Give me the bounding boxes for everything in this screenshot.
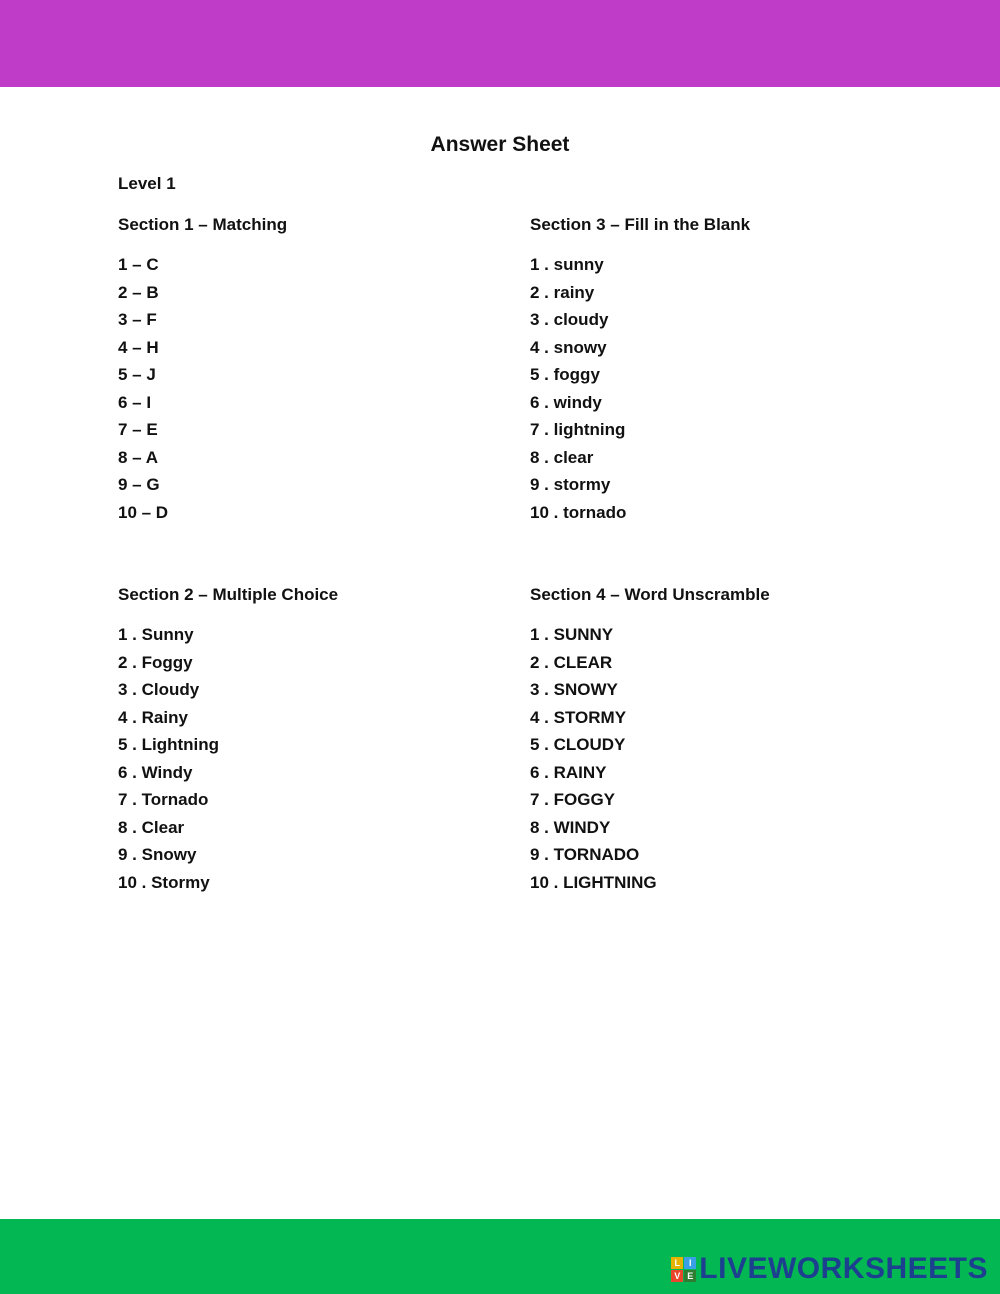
brand-wordmark: LIVEWORKSHEETS bbox=[699, 1252, 988, 1285]
answer-item: 9 – G bbox=[118, 475, 160, 494]
answer-item: 3 . cloudy bbox=[530, 310, 609, 329]
answer-item: 2 . Foggy bbox=[118, 652, 193, 672]
answer-item: 10 . LIGHTNING bbox=[530, 872, 657, 892]
answer-item: 7 – E bbox=[118, 420, 158, 439]
section-2-multiple-choice bbox=[118, 584, 498, 899]
answer-item: 7 . FOGGY bbox=[530, 790, 616, 809]
logo-tile: I bbox=[684, 1257, 696, 1269]
section-title: Section 4 – Word Unscramble bbox=[530, 585, 770, 604]
answer-item: 8 – A bbox=[118, 447, 159, 467]
answer-item: 2 . rainy bbox=[530, 282, 595, 302]
answer-item: 10 . tornado bbox=[530, 502, 627, 522]
section-title: Section 3 – Fill in the Blank bbox=[530, 215, 751, 234]
answer-item: 9 . Snowy bbox=[118, 845, 197, 864]
answer-item: 8 . WINDY bbox=[530, 817, 611, 837]
answer-item: 5 . CLOUDY bbox=[530, 735, 626, 754]
section-title: Section 1 – Matching bbox=[118, 215, 288, 234]
answer-item: 1 . sunny bbox=[530, 255, 604, 274]
answer-item: 1 – C bbox=[118, 255, 159, 274]
answer-item: 10 . Stormy bbox=[118, 872, 210, 892]
answer-item: 10 – D bbox=[118, 502, 169, 522]
section-3-fill-in-the-blank bbox=[530, 214, 910, 529]
logo-tile: V bbox=[671, 1270, 683, 1282]
answer-list bbox=[118, 624, 498, 899]
answer-item: 6 . windy bbox=[530, 392, 602, 412]
answer-item: 3 . Cloudy bbox=[118, 680, 200, 699]
answer-item: 6 – I bbox=[118, 392, 152, 412]
page-title: Answer Sheet bbox=[430, 133, 570, 157]
answer-item: 3 . SNOWY bbox=[530, 680, 618, 699]
logo-tile: E bbox=[684, 1270, 696, 1282]
answer-item: 4 – H bbox=[118, 337, 159, 357]
answer-item: 2 . CLEAR bbox=[530, 652, 613, 672]
answer-item: 8 . clear bbox=[530, 447, 594, 467]
answer-item: 8 . Clear bbox=[118, 817, 185, 837]
answer-item: 9 . TORNADO bbox=[530, 845, 640, 864]
answer-list bbox=[530, 624, 910, 899]
answer-item: 4 . STORMY bbox=[530, 707, 627, 727]
answer-item: 5 – J bbox=[118, 365, 156, 384]
answer-item: 5 . Lightning bbox=[118, 735, 220, 754]
answer-item: 4 . Rainy bbox=[118, 707, 188, 727]
liveworksheets-logo-icon bbox=[671, 1257, 696, 1282]
section-4-word-unscramble bbox=[530, 584, 910, 899]
answer-item: 1 . Sunny bbox=[118, 625, 194, 644]
answer-item: 7 . lightning bbox=[530, 420, 626, 439]
answer-item: 6 . RAINY bbox=[530, 762, 607, 782]
top-color-band bbox=[0, 0, 1000, 87]
answer-item: 2 – B bbox=[118, 282, 159, 302]
section-1-matching bbox=[118, 214, 498, 529]
section-title: Section 2 – Multiple Choice bbox=[118, 585, 339, 604]
logo-tile: L bbox=[671, 1257, 683, 1269]
liveworksheets-brand bbox=[671, 1254, 988, 1284]
answer-item: 9 . stormy bbox=[530, 475, 611, 494]
answer-item: 6 . Windy bbox=[118, 762, 193, 782]
level-label: Level 1 bbox=[118, 174, 176, 193]
answer-item: 4 . snowy bbox=[530, 337, 607, 357]
answer-item: 5 . foggy bbox=[530, 365, 600, 384]
answer-item: 7 . Tornado bbox=[118, 790, 209, 809]
answer-item: 1 . SUNNY bbox=[530, 625, 614, 644]
answer-item: 3 – F bbox=[118, 310, 157, 329]
answer-list bbox=[530, 254, 910, 529]
answer-list bbox=[118, 254, 498, 529]
